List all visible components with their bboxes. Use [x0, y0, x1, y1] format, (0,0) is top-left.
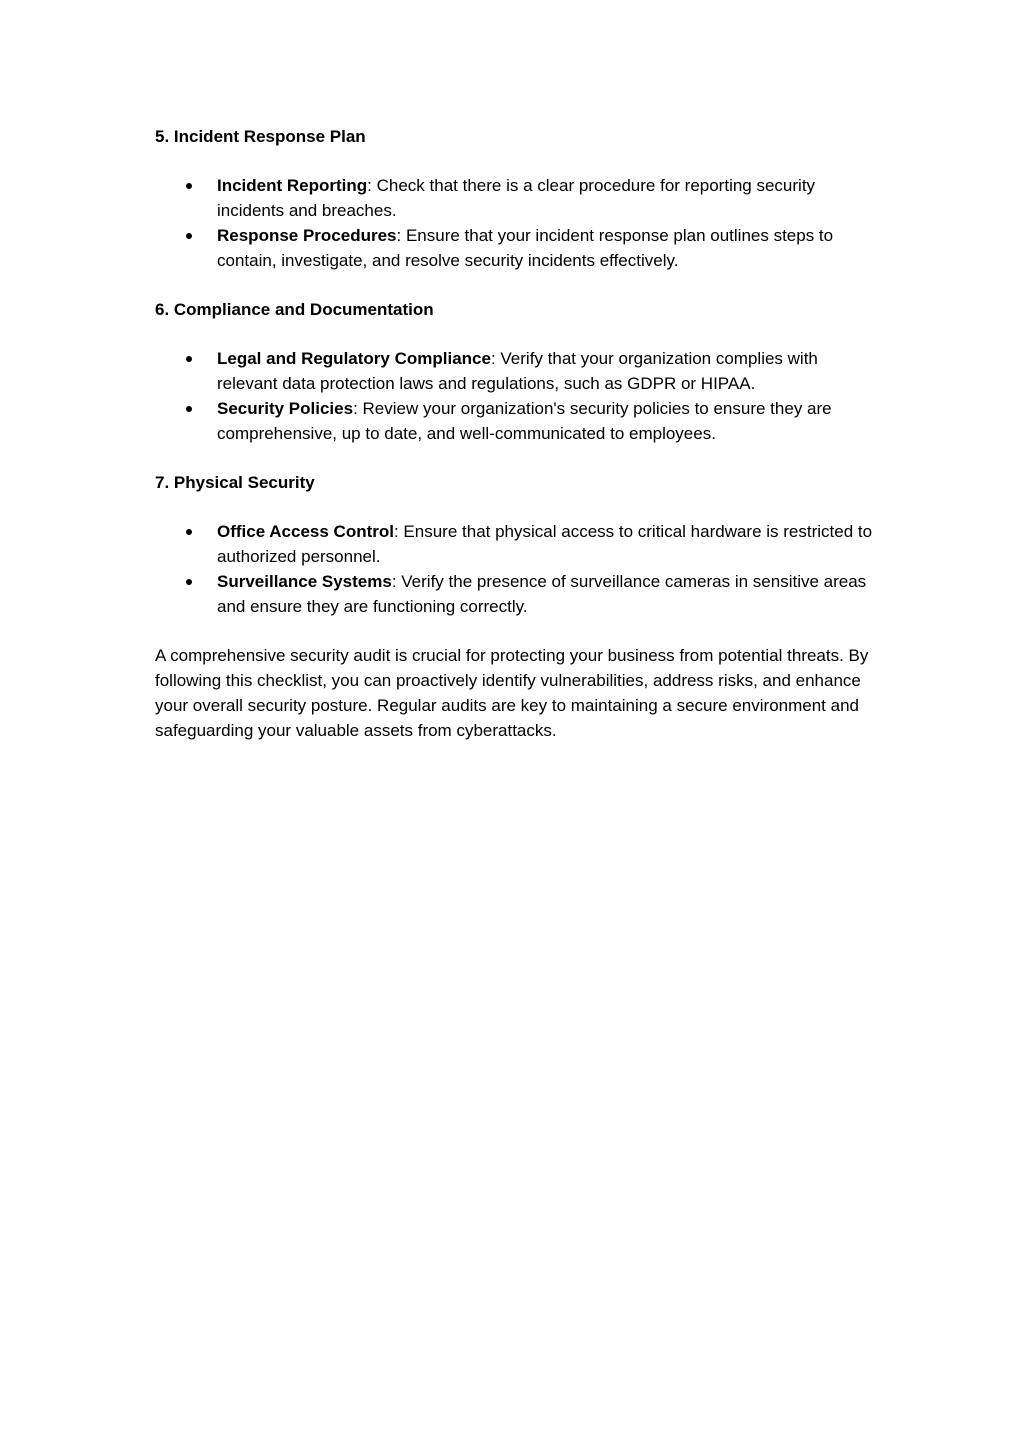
list-item: [155, 223, 875, 273]
bullet-icon: [186, 356, 192, 362]
list-item: [155, 346, 875, 396]
closing-paragraph: A comprehensive security audit is crucial for protecting your business from potential threats. By following this checklist, you can proactively identify vulnerabilities, address risks, and enhance your overall security posture. Regular audits are key to maintaining a secure environment and safeguarding your valuable assets from cyberattacks.: [155, 646, 869, 740]
section-heading: 5. Incident Response Plan: [155, 127, 366, 146]
section-compliance-documentation: [155, 297, 875, 446]
item-text: : Review your organization's security policies to ensure they are comprehensive, up to date, and well-communicated to employees.: [217, 399, 832, 443]
list-item: [155, 173, 875, 223]
bullet-icon: [186, 233, 192, 239]
section-physical-security: [155, 470, 875, 619]
bullet-list: [155, 519, 875, 619]
bullet-icon: [186, 579, 192, 585]
list-item: [155, 519, 875, 569]
item-text: : Ensure that your incident response plan outlines steps to contain, investigate, and resolve security incidents effectively.: [217, 226, 834, 270]
item-text: : Verify the presence of surveillance cameras in sensitive areas and ensure they are functioning correctly.: [217, 572, 867, 616]
bullet-icon: [186, 529, 192, 535]
item-term: Security Policies: [217, 399, 354, 418]
item-text: : Ensure that physical access to critical hardware is restricted to authorized personnel.: [217, 522, 873, 566]
item-term: Legal and Regulatory Compliance: [217, 349, 491, 368]
bullet-icon: [186, 183, 192, 189]
section-heading: 6. Compliance and Documentation: [155, 300, 434, 319]
list-item: [155, 396, 875, 446]
item-text: : Check that there is a clear procedure for reporting security incidents and breaches.: [217, 176, 816, 220]
list-item: [155, 569, 875, 619]
item-term: Incident Reporting: [217, 176, 368, 195]
bullet-icon: [186, 406, 192, 412]
item-term: Surveillance Systems: [217, 572, 392, 591]
item-text: : Verify that your organization complies with relevant data protection laws and regulations, such as GDPR or HIPAA.: [217, 349, 818, 393]
section-incident-response-plan: [155, 124, 875, 273]
item-term: Office Access Control: [217, 522, 394, 541]
item-term: Response Procedures: [217, 226, 397, 245]
bullet-list: [155, 173, 875, 273]
section-heading: 7. Physical Security: [155, 473, 315, 492]
document-content: [155, 124, 875, 743]
bullet-list: [155, 346, 875, 446]
